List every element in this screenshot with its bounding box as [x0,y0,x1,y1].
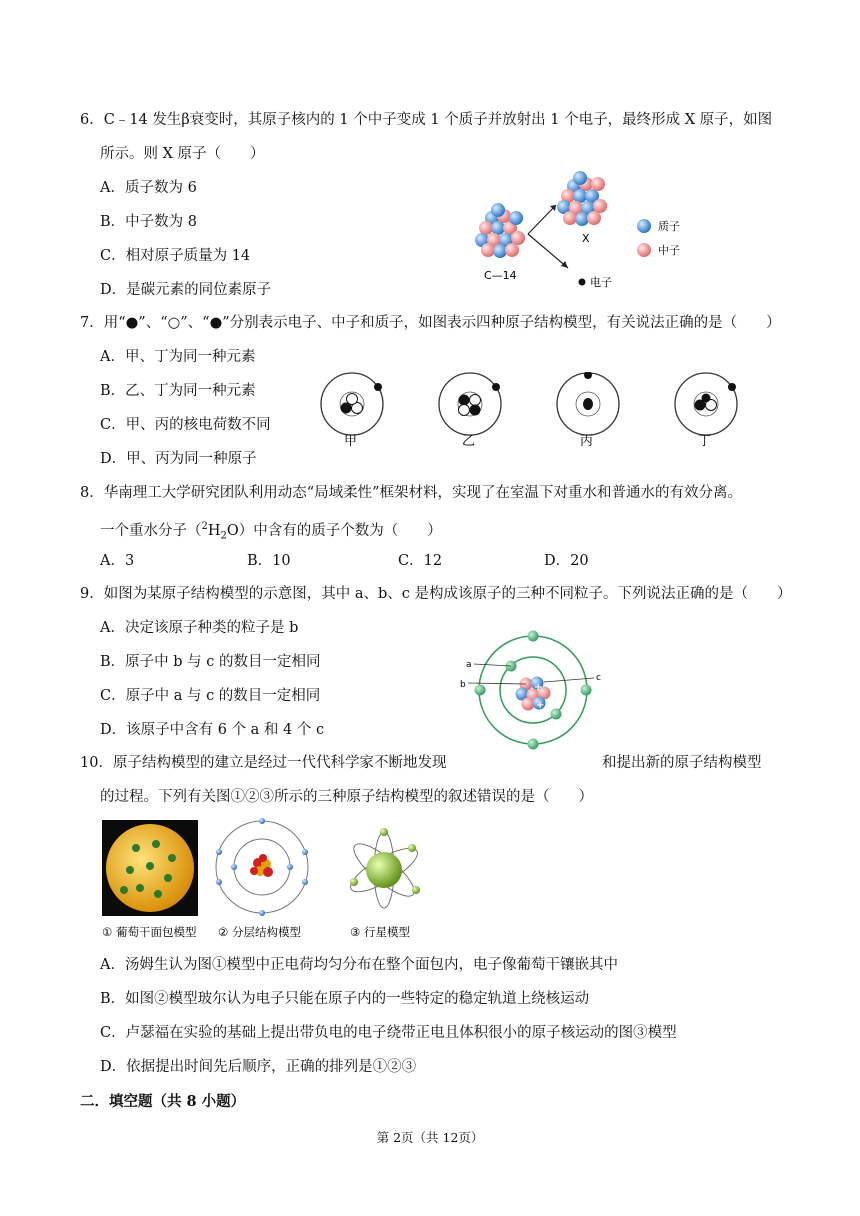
c14-nucleus [475,203,525,258]
q8-option-d: D．20 [544,553,589,569]
q7-option-c: C．甲、丙的核电荷数不同 [100,417,271,433]
q9-atom-figure [458,628,608,750]
q10-option-d: D．依据提出时间先后顺序，正确的排列是①②③ [100,1059,417,1075]
neutron-legend-icon [637,243,651,257]
q10-models-figure [100,818,440,946]
q6-decay-figure [460,170,700,295]
q10-stem-line1-right: 和提出新的原子结构模型 [602,755,762,771]
q9-stem: 9．如图为某原子结构模型的示意图，其中 a、b、c 是构成该原子的三种不同粒子。下列说法正确的是（ ） [80,586,792,602]
caption-model-1: ① 葡萄干面包模型 [102,925,197,939]
label-yi: 乙 [462,434,476,449]
page-footer: 第 2页（共 12页） [376,1130,484,1145]
plum-pudding-model [102,820,198,916]
q8-option-b: B．10 [247,553,291,569]
q6-stem-line2: 所示。则 X 原子（ ） [100,146,265,162]
q8-option-c: C．12 [398,553,443,569]
q10-option-b: B．如图②模型玻尔认为电子只能在原子内的一些特定的稳定轨道上绕核运动 [100,991,590,1007]
caption-model-3: ③ 行星模型 [350,925,410,939]
c14-label: C—14 [484,269,517,282]
label-jia: 甲 [344,434,358,449]
electron-label: 电子 [590,276,612,289]
q10-option-a: A．汤姆生认为图①模型中正电荷均匀分布在整个面包内，电子像葡萄干镶嵌其中 [100,957,618,973]
atom-model-yi [439,373,501,449]
q9-option-c: C．原子中 a 与 c 的数目一定相同 [100,688,321,704]
q6-option-b: B．中子数为 8 [100,214,197,230]
q7-atom-models [316,372,756,450]
x-nucleus [557,171,607,226]
caption-model-2: ② 分层结构模型 [218,925,301,939]
bohr-shell-model [216,818,308,916]
q9-option-a: A．决定该原子种类的粒子是 b [100,620,299,636]
arrow-to-x [528,205,556,234]
label-a: a [466,660,472,670]
q7-option-b: B．乙、丁为同一种元素 [100,383,256,399]
q6-option-c: C．相对原子质量为 14 [100,248,251,264]
q8-option-a: A．3 [100,553,135,569]
label-ding: 丁 [698,434,712,449]
svg-text:+: + [536,700,545,711]
q6-stem-line1: 6．C﹣14 发生β衰变时，其原子核内的 1 个中子变成 1 个质子并放射出 1 个电子，最终形成 X 原子，如图 [80,112,773,128]
q7-stem: 7．用“●”、“○”、“●”分别表示电子、中子和质子，如图表示四种原子结构模型，有关说法正确的是（ ） [80,315,781,331]
q9-option-b: B．原子中 b 与 c 的数目一定相同 [100,654,321,670]
q7-option-a: A．甲、丁为同一种元素 [100,349,256,365]
planetary-model [345,828,423,908]
q10-stem-line1-left: 10．原子结构模型的建立是经过一代代科学家不断地发现 [80,755,447,771]
proton-legend-label: 质子 [658,220,680,233]
label-bing: 丙 [580,434,594,449]
electron-dot [579,279,586,286]
label-c: c [596,673,601,683]
q6-option-d: D．是碳元素的同位素原子 [100,282,272,298]
q6-option-a: A．质子数为 6 [100,180,197,196]
q8-stem-line2: 一个重水分子$(^2H_2O)$中含有的质子个数为（ ） [100,521,442,542]
label-b: b [460,680,466,690]
atom-model-jia [321,373,383,449]
neutron-legend-label: 中子 [658,244,680,257]
q9-option-d: D．该原子中含有 6 个 a 和 4 个 c [100,722,325,738]
svg-text:+: + [534,682,543,693]
q8-stem-line1: 8．华南理工大学研究团队利用动态“局域柔性”框架材料，实现了在室温下对重水和普通水的有效分离。 [80,485,743,501]
section-2-title: 二．填空题（共 8 小题） [80,1093,246,1110]
atom-model-bing [557,372,619,449]
q7-option-d: D．甲、丙为同一种原子 [100,451,257,467]
x-label: X [582,232,590,245]
arrow-to-electron [528,234,568,268]
proton-legend-icon [637,219,651,233]
q10-stem-line2: 的过程。下列有关图①②③所示的三种原子结构模型的叙述错误的是（ ） [100,789,593,805]
q10-option-c: C．卢瑟福在实验的基础上提出带负电的电子绕带正电且体积很小的原子核运动的图③模型 [100,1025,677,1041]
atom-model-ding [675,373,737,449]
